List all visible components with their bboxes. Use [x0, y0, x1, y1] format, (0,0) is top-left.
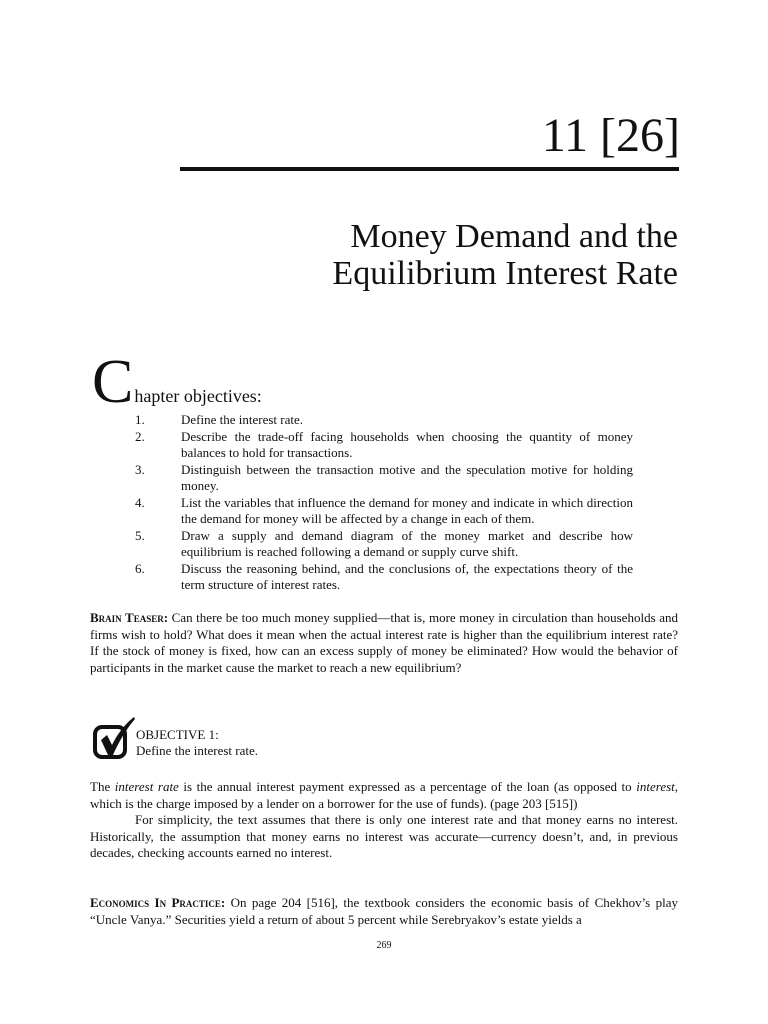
objective-text: Draw a supply and demand diagram of the money market and describe how equilibrium is reached following a demand or supply curve shift. — [181, 527, 633, 559]
brain-teaser-text: Can there be too much money supplied—that is, more money in circulation than households and firms wish to hold? What does it mean when the actual interest rate is higher than the equilibrium interest rate? If the stock of money is fixed, how can an excess supply of money be eliminated? How would the behavior of participants in the market cause the market to reach a new equilibrium? — [90, 610, 678, 675]
drop-cap: C — [92, 348, 134, 416]
objective-number: 6. — [135, 560, 145, 576]
brain-teaser-paragraph — [90, 610, 678, 676]
objective-number: 1. — [135, 412, 145, 427]
objective-text: Describe the trade-off facing households when choosing the quantity of money balances to hold for transactions. — [181, 428, 633, 460]
brain-teaser-label: Brain Teaser: — [90, 610, 169, 625]
page-number: 269 — [376, 940, 392, 951]
objective-text: Define the interest rate. — [181, 412, 303, 427]
economics-in-practice-text: On page 204 [516], the textbook considers the economic basis of Chekhov’s play “Uncle Vanya.” Securities yield a return of about 5 percent while Serebryakov’s estate yields a — [90, 895, 678, 927]
economics-in-practice-label: Economics In Practice: — [90, 895, 226, 910]
interest-definition-paragraph — [90, 779, 678, 812]
objective-number: 4. — [135, 494, 145, 510]
objective1-text: Define the interest rate. — [136, 743, 258, 758]
objective-text: Discuss the reasoning behind, and the conclusions of, the expectations theory of the term structure of interest rates. — [181, 560, 633, 592]
chapter-title-line2: Equilibrium Interest Rate — [332, 255, 678, 292]
objective-item — [135, 495, 633, 528]
objective-number: 3. — [135, 461, 145, 477]
simplicity-paragraph: For simplicity, the text assumes that there is only one interest rate and that money earns no interest. Historically, the assumption that money earns no interest was accurate—currency doesn’t, and, in previous decades, checking accounts earned no interest. — [90, 812, 678, 860]
objective-item — [135, 561, 633, 594]
objective1-block — [136, 727, 258, 759]
text-run: is the annual interest payment expressed as a percentage of the loan (as opposed to — [178, 779, 637, 794]
term-interest: interest — [636, 779, 675, 794]
objective-number: 2. — [135, 428, 145, 444]
objective-number: 5. — [135, 527, 145, 543]
objective-item — [135, 429, 633, 462]
objective-item — [135, 412, 633, 429]
chapter-title-line1: Money Demand and the — [350, 218, 678, 255]
text-run: , which is the charge imposed by a lender on a borrower for the use of funds). (page 203 [515]) — [90, 779, 679, 811]
text-run: The — [90, 779, 115, 794]
chapter-title — [158, 218, 678, 292]
interest-section — [90, 779, 678, 862]
objective1-label: OBJECTIVE 1: — [136, 727, 219, 742]
objectives-heading — [92, 348, 262, 416]
objective-text: Distinguish between the transaction motive and the speculation motive for holding money. — [181, 461, 633, 493]
objective-item — [135, 462, 633, 495]
objectives-heading-text: hapter objectives: — [134, 386, 262, 406]
economics-in-practice-paragraph — [90, 895, 678, 928]
term-interest-rate: interest rate — [114, 779, 179, 794]
chapter-number: 11 [26] — [541, 109, 680, 162]
title-rule — [180, 167, 679, 171]
objective-item — [135, 528, 633, 561]
objective-text: List the variables that influence the demand for money and indicate in which direction the demand for money will be affected by a change in each of them. — [181, 494, 633, 526]
checkmark-box-icon — [92, 715, 136, 761]
objectives-list — [135, 412, 633, 594]
